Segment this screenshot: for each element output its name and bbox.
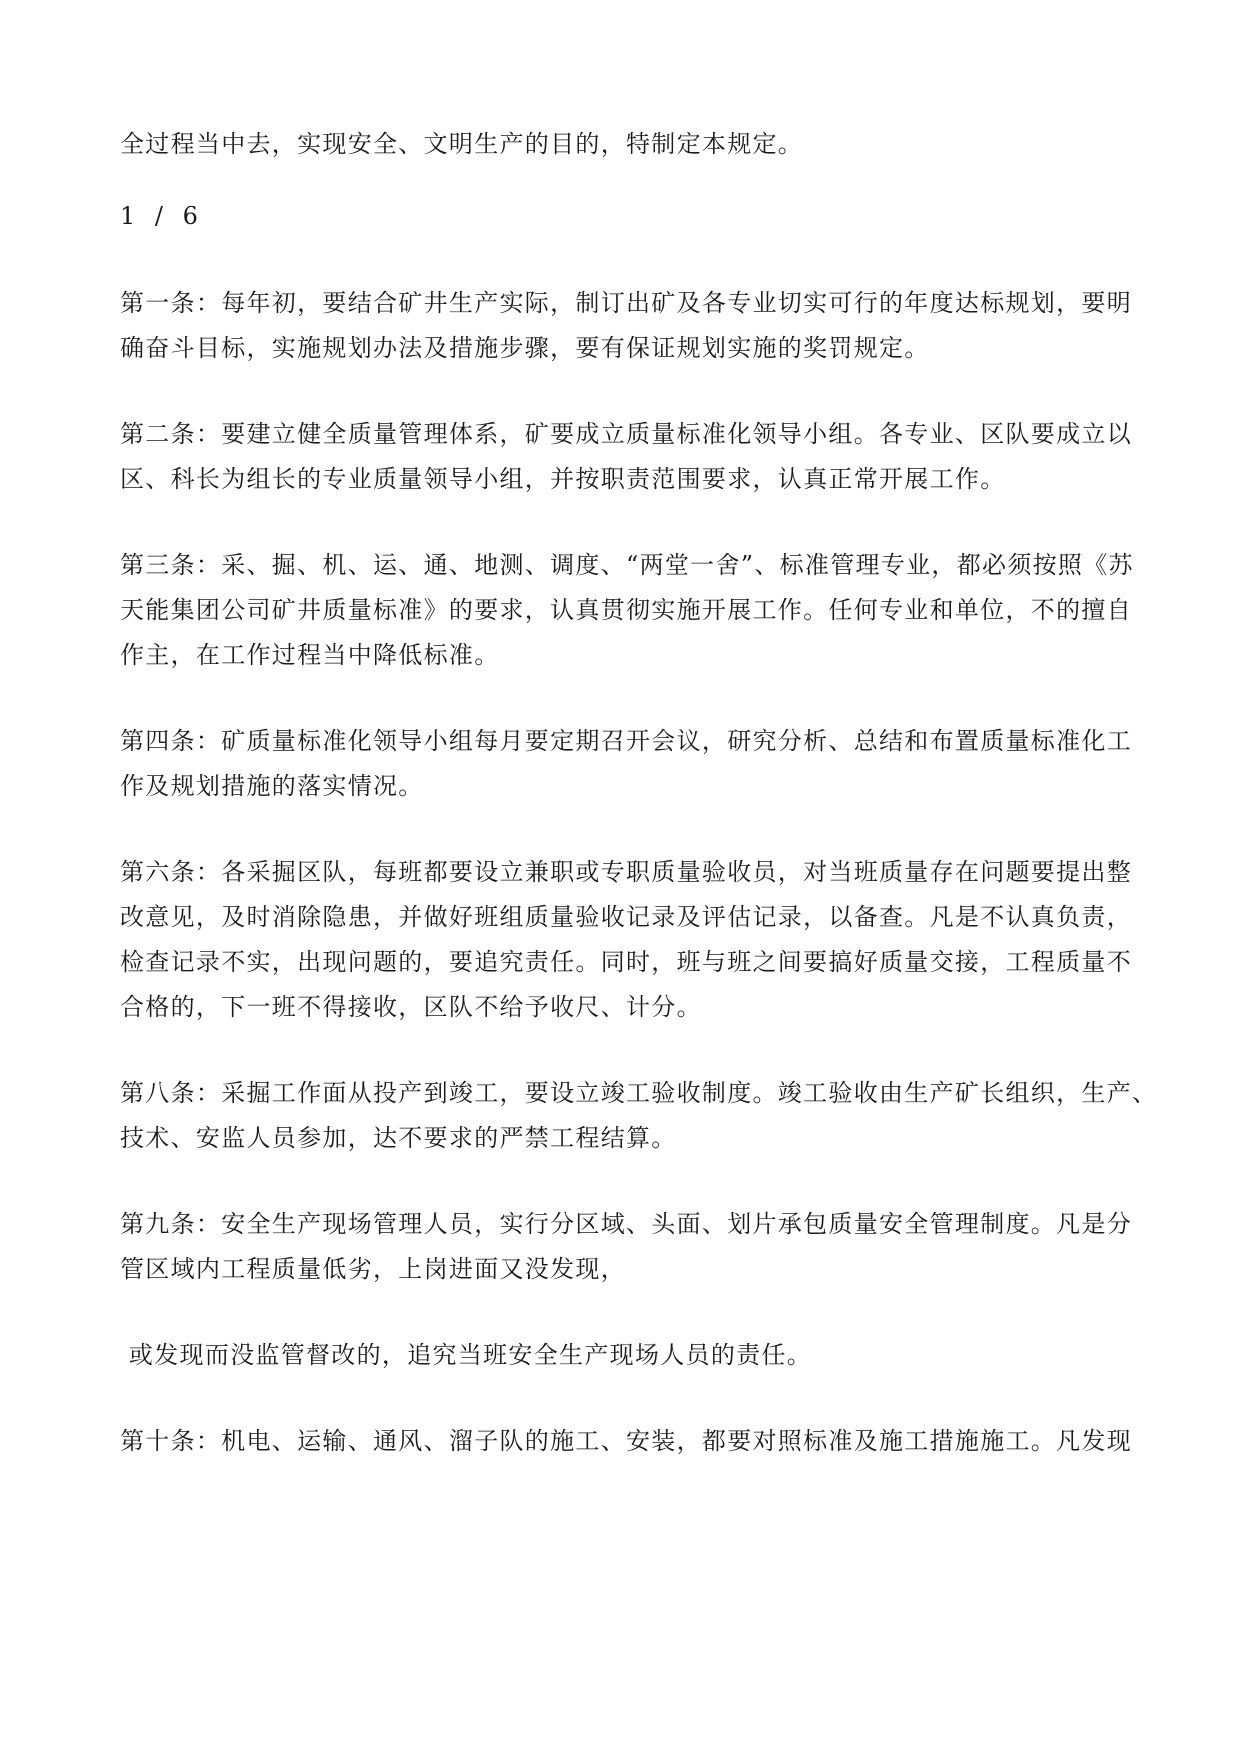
article-2-line-2: 区、科长为组长的专业质量领导小组，并按职责范围要求，认真正常开展工作。 [120,465,1006,493]
article-3-line-1: 第三条：采、掘、机、运、通、地测、调度、“两堂一舍”、标准管理专业，都必须按照《苏 [120,551,1134,579]
article-9-continuation: 或发现而没监管督改的，追究当班安全生产现场人员的责任。 [120,1341,813,1369]
article-2-line-1: 第二条：要建立健全质量管理体系，矿要成立质量标准化领导小组。各专业、区队要成立以 [120,420,1132,448]
article-6-line-1: 第六条：各采掘区队，每班都要设立兼职或专职质量验收员，对当班质量存在问题要提出整 [120,858,1132,886]
article-6-line-3: 检查记录不实，出现问题的，要追究责任。同时，班与班之间要搞好质量交接，工程质量不 [120,948,1132,976]
article-1-line-2: 确奋斗目标，实施规划办法及措施步骤，要有保证规划实施的奖罚规定。 [120,334,930,362]
article-9-line-2: 管区域内工程质量低劣，上岗进面又没发现， [120,1255,626,1283]
article-8-line-1: 第八条：采掘工作面从投产到竣工，要设立竣工验收制度。竣工验收由生产矿长组织，生产、 [120,1079,1158,1107]
article-8-line-2: 技术、安监人员参加，达不要求的严禁工程结算。 [120,1124,677,1152]
article-9-line-1: 第九条：安全生产现场管理人员，实行分区域、头面、划片承包质量安全管理制度。凡是分 [120,1210,1132,1238]
article-3-line-3: 作主，在工作过程当中降低标准。 [120,641,500,669]
article-4-line-2: 作及规划措施的落实情况。 [120,772,424,800]
page-number: 1 / 6 [120,202,204,230]
article-6-line-4: 合格的，下一班不得接收，区队不给予收尺、计分。 [120,993,702,1021]
article-1-line-1: 第一条：每年初，要结合矿井生产实际，制订出矿及各专业切实可行的年度达标规划，要明 [120,289,1132,317]
article-6-line-2: 改意见，及时消除隐患，并做好班组质量验收记录及评估记录，以备查。凡是不认真负责， [120,903,1132,931]
article-4-line-1: 第四条：矿质量标准化领导小组每月要定期召开会议，研究分析、总结和布置质量标准化工 [120,727,1132,755]
article-10-line-1: 第十条：机电、运输、通风、溜子队的施工、安装，都要对照标准及施工措施施工。凡发现 [120,1427,1132,1455]
intro-line: 全过程当中去，实现安全、文明生产的目的，特制定本规定。 [120,130,804,158]
article-3-line-2: 天能集团公司矿井质量标准》的要求，认真贯彻实施开展工作。任何专业和单位，不的擅自 [120,596,1132,624]
